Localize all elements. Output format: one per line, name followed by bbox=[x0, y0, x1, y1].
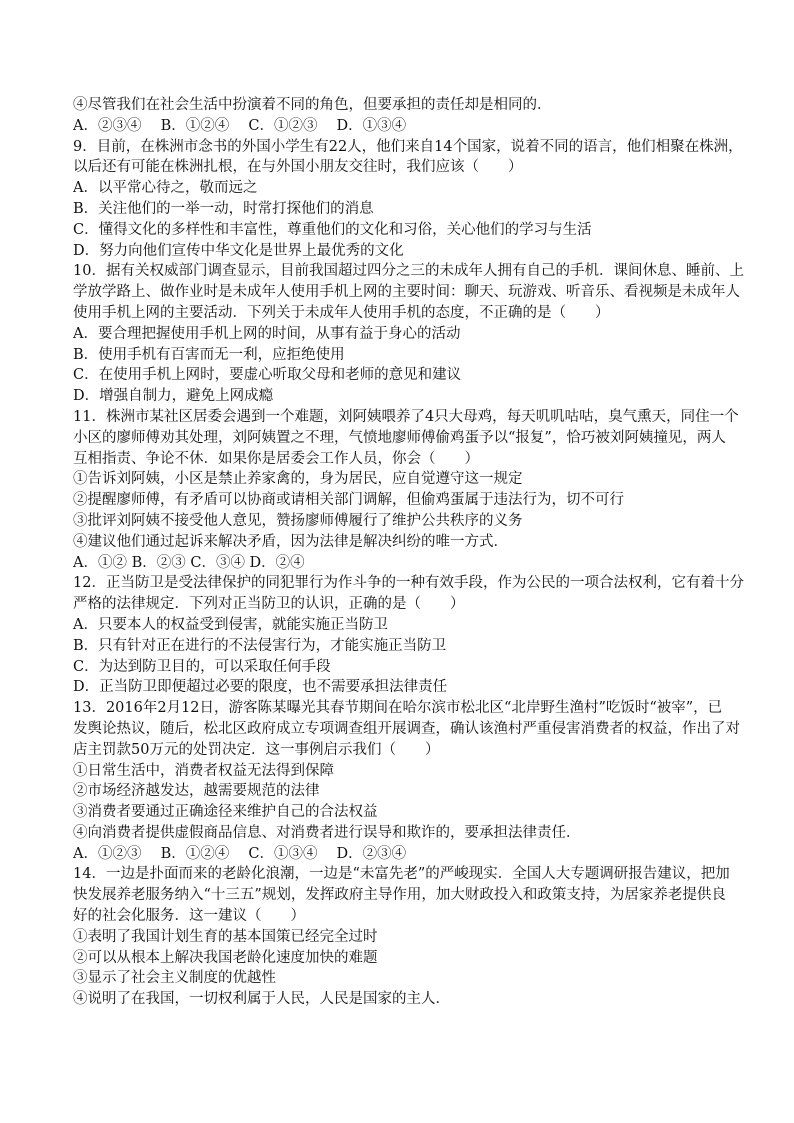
text-line: C．在使用手机上网时，要虚心听取父母和老师的意见和建议 bbox=[73, 367, 462, 384]
text-line: C．懂得文化的多样性和丰富性，尊重他们的文化和习俗，关心他们的学习与生活 bbox=[73, 221, 592, 238]
text-line: B．使用手机有百害而无一利，应拒绝使用 bbox=[73, 346, 345, 363]
text-line: 使用手机上网的主要活动．下列关于未成年人使用手机的态度，不正确的是（ ） bbox=[73, 304, 610, 321]
text-line: ③批评刘阿姨不接受他人意见，赞扬廖师傅履行了维护公共秩序的义务 bbox=[73, 512, 523, 529]
text-line: ③显示了社会主义制度的优越性 bbox=[73, 970, 276, 987]
text-line: ④尽管我们在社会生活中扮演着不同的角色，但要承担的责任却是相同的． bbox=[73, 97, 552, 113]
text-line: ④建议他们通过起诉来解决矛盾，因为法律是解决纠纷的唯一方式． bbox=[73, 533, 508, 550]
text-line: A．以平常心待之，敬而远之 bbox=[73, 180, 258, 197]
text-line: D．努力向他们宣传中华文化是世界上最优秀的文化 bbox=[73, 242, 404, 259]
text-line: A．只要本人的权益受到侵害，就能实施正当防卫 bbox=[73, 616, 388, 633]
text-line: 12．正当防卫是受法律保护的同犯罪行为作斗争的一种有效手段，作为公民的一项合法权利，它有着十分 bbox=[73, 575, 744, 592]
text-line: 14．一边是扑面而来的老龄化浪潮，一边是“未富先老”的严峻现实．全国人大专题调研报告建议，把加 bbox=[73, 866, 730, 883]
text-line: ①表明了我国计划生育的基本国策已经完全过时 bbox=[73, 928, 378, 945]
text-line: C．为达到防卫目的，可以采取任何手段 bbox=[73, 658, 331, 675]
text-line: 快发展养老服务纳入“十三五”规划，发挥政府主导作用，加大财政投入和政策支持，为居家养老提供良 bbox=[73, 887, 726, 904]
text-line: 以后还有可能在株洲扎根，在与外国小朋友交往时，我们应该（ ） bbox=[73, 159, 523, 176]
text-line: 店主罚款50万元的处罚决定．这一事例启示我们（ ） bbox=[73, 741, 440, 758]
text-line: A．①② B．②③ C．③④ D．②④ bbox=[73, 554, 305, 571]
text-line: ③消费者要通过正确途径来维护自己的合法权益 bbox=[73, 804, 378, 821]
text-line: B．只有针对正在进行的不法侵害行为，才能实施正当防卫 bbox=[73, 637, 447, 654]
question-text bbox=[73, 95, 754, 1010]
text-line: 学放学路上、做作业时是未成年人使用手机上网的主要时间：聊天、玩游戏、听音乐、看视频是未成年人 bbox=[73, 284, 740, 301]
text-line: 小区的廖师傅劝其处理，刘阿姨置之不理，气愤地廖师傅偷鸡蛋予以“报复”，恰巧被刘阿姨撞见，两人 bbox=[73, 429, 726, 446]
text-line: A．要合理把握使用手机上网的时间，从事有益于身心的活动 bbox=[73, 325, 461, 342]
text-line: ④向消费者提供虚假商品信息、对消费者进行误导和欺诈的，要承担法律责任． bbox=[73, 824, 581, 841]
text-line: D．正当防卫即便超过必要的限度，也不需要承担法律责任 bbox=[73, 679, 448, 696]
text-line: ④说明了在我国，一切权利属于人民，人民是国家的主人． bbox=[73, 991, 450, 1008]
text-line: ①日常生活中，消费者权益无法得到保障 bbox=[73, 762, 334, 779]
text-line: D．增强自制力，避免上网成瘾 bbox=[73, 388, 274, 405]
text-line: B．关注他们的一举一动，时常打探他们的消息 bbox=[73, 200, 374, 217]
text-line: 发舆论热议，随后，松北区政府成立专项调查组开展调查，确认该渔村严重侵害消费者的权益，作出了对 bbox=[73, 720, 740, 737]
text-line: 13．2016年2月12日，游客陈某曝光其春节期间在哈尔滨市松北区“北岸野生渔村”吃饭时“被宰”，已 bbox=[73, 700, 723, 717]
text-line: ①告诉刘阿姨，小区是禁止养家禽的，身为居民，应自觉遵守这一规定 bbox=[73, 471, 523, 488]
text-line: A．①②③ B．①②④ C．①③④ D．②③④ bbox=[73, 845, 407, 862]
text-line: 好的社会化服务．这一建议（ ） bbox=[73, 908, 305, 925]
text-line: ②提醒廖师傅，有矛盾可以协商或请相关部门调解，但偷鸡蛋属于违法行为，切不可行 bbox=[73, 492, 624, 509]
text-line: 11．株洲市某社区居委会遇到一个难题，刘阿姨喂养了4只大母鸡，每天叽叽咕咕，臭气熏天，同住一个 bbox=[73, 408, 739, 425]
text-line: ②市场经济越发达，越需要规范的法律 bbox=[73, 783, 320, 800]
text-line: 9．目前，在株洲市念书的外国小学生有22人，他们来自14个国家，说着不同的语言，他们相聚在株洲， bbox=[73, 138, 743, 155]
text-line: 互相指责、争论不休．如果你是居委会工作人员，你会（ ） bbox=[73, 450, 479, 467]
text-line: 10．据有关权威部门调查显示，目前我国超过四分之三的未成年人拥有自己的手机．课间休息、睡前、上 bbox=[73, 263, 744, 280]
text-line: 严格的法律规定．下列对正当防卫的认识，正确的是（ ） bbox=[73, 596, 465, 613]
text-line: A．②③④ B．①②④ C．①②③ D．①③④ bbox=[73, 117, 407, 134]
text-line: ②可以从根本上解决我国老龄化速度加快的难题 bbox=[73, 949, 378, 966]
